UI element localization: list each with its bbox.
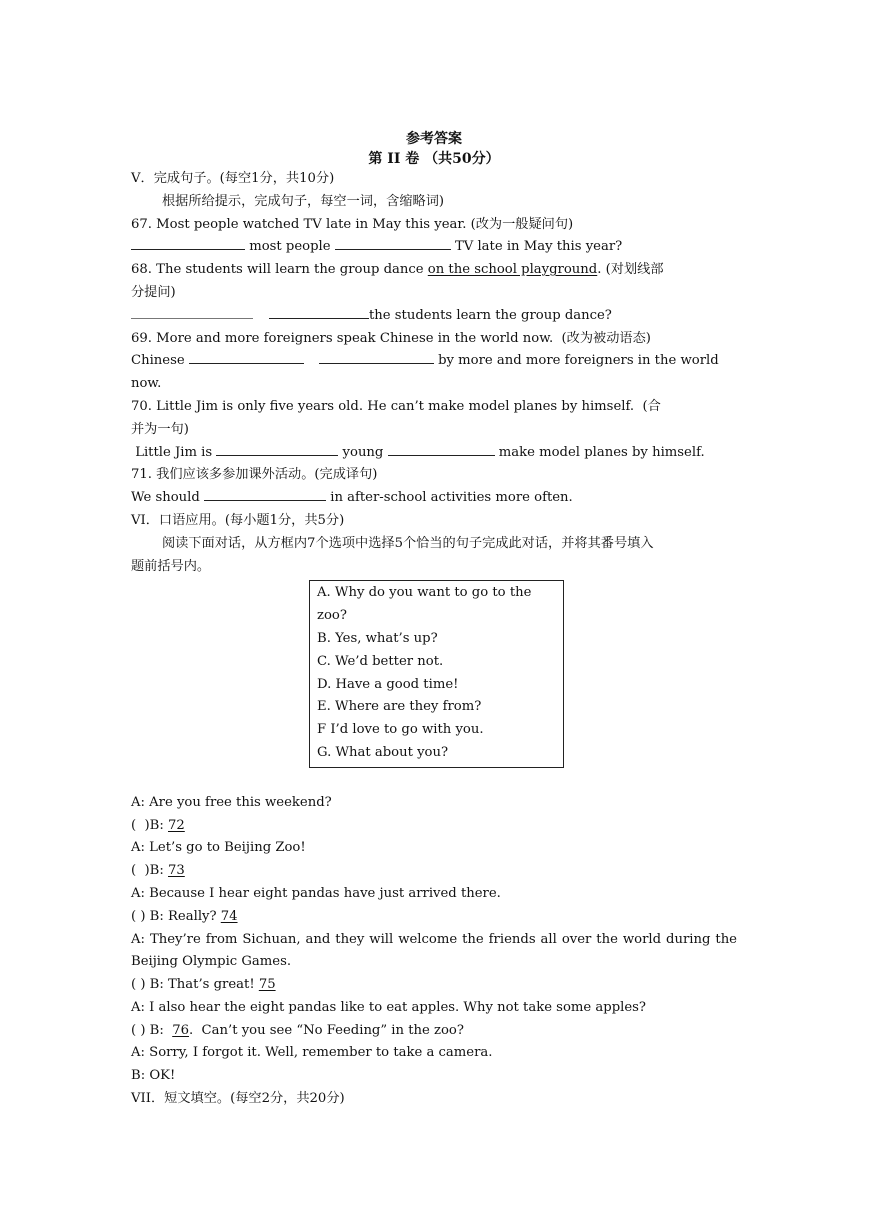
section-5-instruction: 根据所给提示，完成句子，每空一词，含缩略词) [162, 193, 445, 209]
blank-71[interactable] [204, 487, 326, 501]
page-subtitle: 第 II 卷 （共50分） [368, 151, 500, 167]
section-6-heading: VI．口语应用。(每小题1分，共5分) [131, 512, 345, 528]
question-70-cont: 并为一句) [131, 421, 189, 437]
option-b: B. Yes, what’s up? [317, 630, 438, 646]
dialogue-line: A: I also hear the eight pandas like to eat apples. Why not take some apples? [131, 999, 647, 1015]
blank-69-1[interactable] [189, 350, 304, 364]
question-67: 67. Most people watched TV late in May this year. (改为一般疑问句) [131, 216, 574, 232]
dialogue-line: A: Sorry, I forgot it. Well, remember to take a camera. [131, 1045, 493, 1061]
question-69-cont: now. [131, 376, 162, 392]
dialogue-line: A: They’re from Sichuan, and they will welcome the friends all over the world during the Beijing Olympic Games. [131, 931, 737, 970]
question-69: 69. More and more foreigners speak Chinese in the world now. (改为被动语态) [131, 330, 651, 346]
answer-number: 76 [172, 1022, 189, 1038]
document-page [131, 128, 737, 1111]
answer-number: 75 [258, 977, 276, 993]
question-70-answer: Little Jim is young make model planes by himself. [131, 442, 737, 465]
dialogue-line: ( ) B: That’s great! 75 [131, 977, 276, 993]
underlined-phrase: on the school playground [427, 262, 598, 278]
dialogue-line: ( ) B: 76. Can’t you see “No Feeding” in the zoo? [131, 1022, 464, 1038]
question-67-answer: most people TV late in May this year? [131, 236, 737, 259]
option-f: F I’d love to go with you. [317, 722, 484, 738]
dialogue-line: A: Because I hear eight pandas have just arrived there. [131, 885, 501, 901]
dialogue-line: ( ) B: Really? 74 [131, 908, 238, 924]
section-7-heading: VII．短文填空。(每空2分，共20分) [131, 1091, 345, 1107]
option-e: E. Where are they from? [317, 699, 482, 715]
answer-number: 72 [168, 817, 185, 833]
question-71-answer: We should in after-school activities more often. [131, 487, 737, 510]
blank-69-2[interactable] [319, 350, 434, 364]
option-g: G. What about you? [317, 744, 449, 760]
section-6-instruction-cont: 题前括号内。 [131, 558, 211, 574]
question-68: 68. The students will learn the group dance on the school playground. (对划线部 [131, 262, 664, 278]
dialogue-line: A: Are you free this weekend? [131, 794, 332, 810]
options-box [309, 580, 564, 767]
option-d: D. Have a good time! [317, 676, 459, 692]
question-68-answer: the students learn the group dance? [131, 305, 737, 328]
question-69-answer: Chinese by more and more foreigners in the world [131, 350, 737, 373]
blank-67-1[interactable] [131, 236, 245, 250]
answer-number: 74 [220, 908, 238, 924]
page-title: 参考答案 [406, 131, 462, 147]
question-68-cont: 分提问) [131, 284, 176, 300]
blank-68-2[interactable] [269, 305, 369, 319]
blank-67-2[interactable] [335, 236, 451, 250]
option-c: C. We’d better not. [317, 653, 444, 669]
dialogue-line: B: OK! [131, 1068, 176, 1084]
section-5-heading: V．完成句子。(每空1分，共10分) [131, 171, 335, 186]
blank-70-1[interactable] [216, 442, 338, 456]
dialogue-line: ( )B: 73 [131, 863, 185, 879]
answer-number: 73 [168, 863, 185, 879]
section-6-instruction: 阅读下面对话，从方框内7个选项中选择5个恰当的句子完成此对话，并将其番号填入 [162, 535, 654, 551]
option-a: A. Why do you want to go to the zoo? [317, 585, 532, 624]
question-70: 70. Little Jim is only five years old. He can’t make model planes by himself. (合 [131, 398, 661, 414]
blank-68-1[interactable] [131, 305, 253, 319]
dialogue-line: A: Let’s go to Beijing Zoo! [131, 840, 306, 856]
dialogue-line: ( )B: 72 [131, 817, 185, 833]
blank-70-2[interactable] [388, 442, 495, 456]
question-71: 71. 我们应该多参加课外活动。(完成译句) [131, 467, 378, 483]
